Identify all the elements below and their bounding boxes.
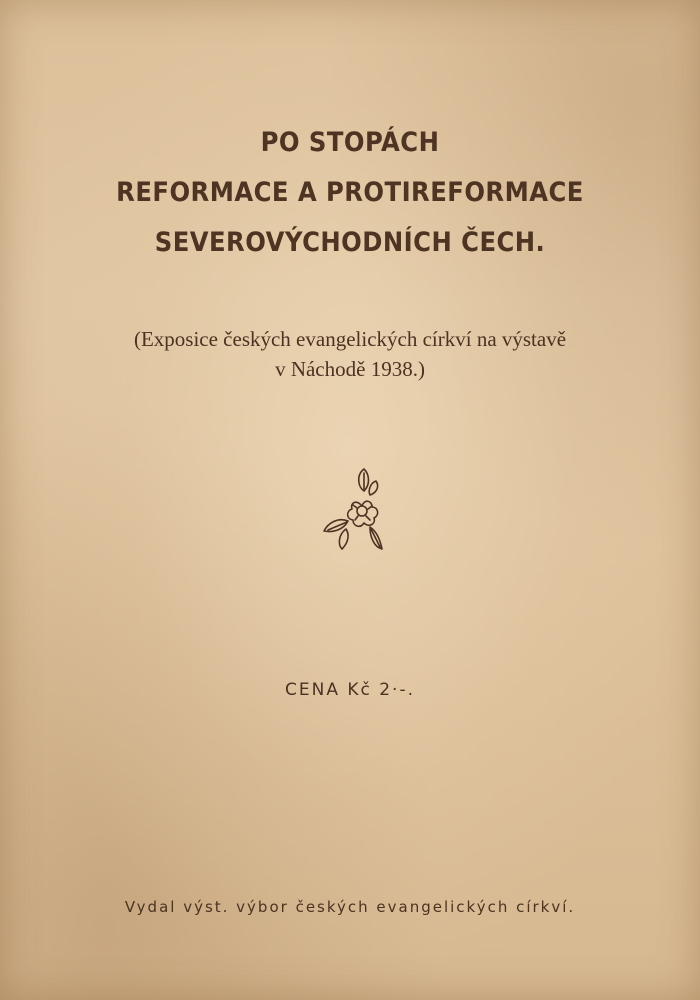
title-line-3: SEVEROVÝCHODNÍCH ČECH.	[154, 227, 546, 258]
publisher-line: Vydal výst. výbor českých evangelických církví.	[124, 898, 576, 916]
subtitle-line-2: v Náchodě 1938.)	[275, 357, 425, 381]
subtitle-line-1: (Exposice českých evangelických církví na výstavě	[133, 327, 567, 351]
flower-ornament-icon	[320, 465, 390, 555]
subtitle	[0, 324, 700, 384]
title-line-1: PO STOPÁCH	[260, 127, 440, 158]
title-line-2: REFORMACE A PROTIREFORMACE	[116, 177, 584, 208]
page-title	[35, 118, 665, 268]
price-label: CENA Kč 2·-.	[284, 680, 416, 700]
